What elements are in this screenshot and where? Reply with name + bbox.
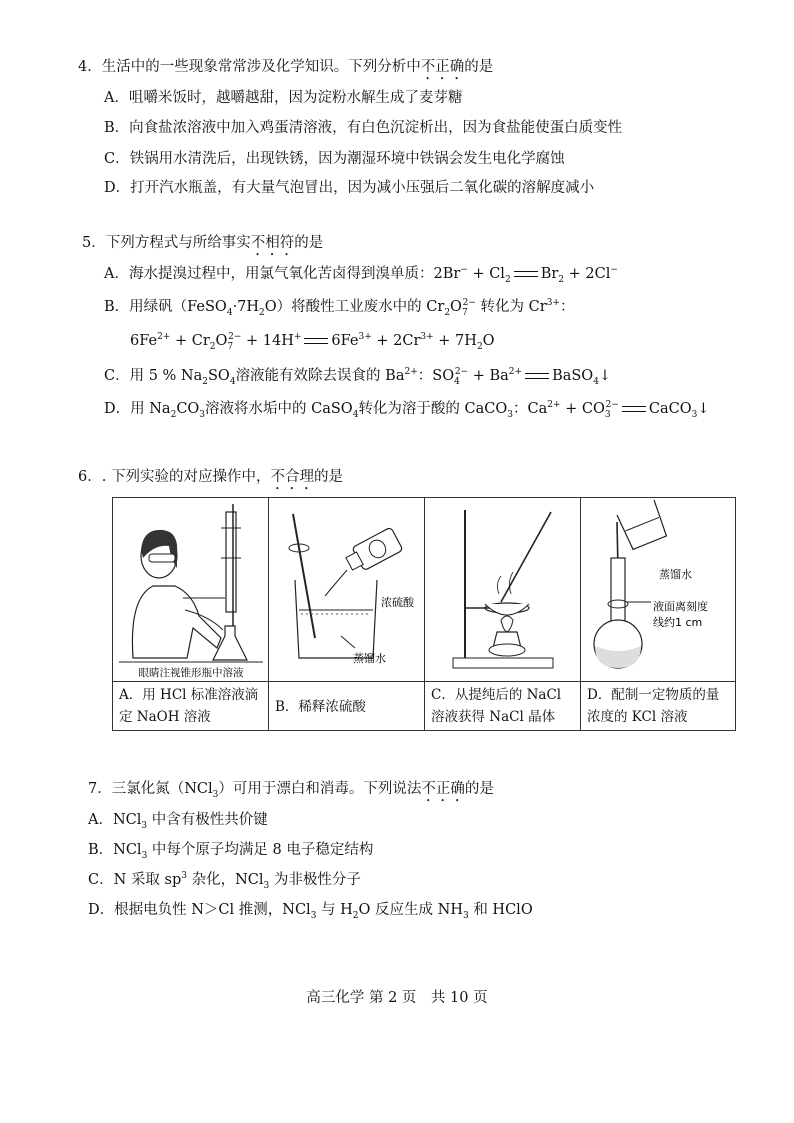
evaporation-illustration [425, 498, 580, 682]
q7-option-d: D．根据电负性 N＞Cl 推测，NCl$_3$ 与 $H_2O$ 反应生成 $NH_3$ 和 HClO [88, 902, 533, 921]
mark-label-2: 线约1 cm [653, 616, 703, 629]
caption-b: B．稀释浓硫酸 [275, 699, 366, 715]
q5-stem: 5．下列方程式与所给事实不相符的是 [82, 235, 324, 251]
page-footer: 高三化学 第 2 页 共 10 页 [306, 990, 488, 1006]
q4-option-b: B．向食盐浓溶液中加入鸡蛋清溶液，有白色沉淀析出，因为食盐能使蛋白质变性 [104, 120, 623, 136]
caption-d: D．配制一定物质的量浓度的 KCl 溶液 [587, 687, 720, 725]
q7-stem: 7．三氯化氮（NCl$_3$）可用于漂白和消毒。下列说法不正确的是 [88, 781, 494, 800]
water-label-b: 蒸馏水 [353, 652, 386, 665]
caption-c: C．从提纯后的 NaCl 溶液获得 NaCl 晶体 [431, 687, 562, 725]
q7-option-b: B．NCl$_3$ 中每个原子均满足 8 电子稳定结构 [88, 842, 374, 861]
q5-option-a: A．海水提溴过程中，用氯气氧化苦卤得到溴单质：$2Br^- + Cl_2$ $Br_2 + 2Cl^-$ [104, 265, 618, 285]
water-label-d: 蒸馏水 [659, 568, 692, 581]
q4-option-d: D．打开汽水瓶盖，有大量气泡冒出，因为减小压强后二氧化碳的溶解度减小 [104, 180, 595, 196]
q6-stem: 6．. 下列实验的对应操作中，不合理的是 [78, 469, 343, 485]
volumetric-flask-illustration [581, 498, 736, 682]
experiment-table [112, 497, 736, 731]
dilution-illustration [269, 498, 424, 682]
q4-stem: 4．生活中的一些现象常常涉及化学知识。下列分析中不正确的是 [78, 59, 494, 75]
experiment-cell-c [425, 498, 581, 730]
eye-label: 眼睛注视锥形瓶中溶液 [138, 667, 244, 679]
q5-option-d: D．用 $Na_2CO_3$溶液将水垢中的 CaSO$_4$转化为溶于酸的 CaCO$_3$：$Ca^{2+} + CO_3^{2-}$ CaCO$_3$↓ [104, 400, 710, 420]
q5-option-b: B．用绿矾$(FeSO_4\cdot 7H_2O)$将酸性工业废水中的 $Cr_2O_7^{2-}$ 转化为 $Cr^{3+}$： [104, 298, 575, 318]
q5-option-b-equation: $6Fe^{2+} + Cr_2O_7^{2-} + 14H^+$ $6Fe^{3+} + 2Cr^{3+} + 7H_2O$ [130, 332, 495, 352]
experiment-cell-b [269, 498, 425, 730]
mark-label-1: 液面离刻度 [653, 600, 708, 613]
q4-option-c: C．铁锅用水清洗后，出现铁锈，因为潮湿环境中铁锅会发生电化学腐蚀 [104, 151, 565, 167]
experiment-cell-d [581, 498, 736, 730]
caption-a: A．用 HCl 标准溶液滴定 NaOH 溶液 [119, 687, 259, 725]
q5-option-c: C．用 5 % $Na_2SO_4$溶液能有效除去误食的 $Ba^{2+}$：$SO_4^{2-} + Ba^{2+}$ BaSO$_4$↓ [104, 367, 612, 387]
q7-option-a: A．NCl$_3$ 中含有极性共价键 [88, 812, 268, 831]
titration-illustration [113, 498, 268, 682]
acid-label: 浓硫酸 [381, 596, 414, 609]
q7-option-c: C．N 采取 $sp^3$ 杂化，NCl$_3$ 为非极性分子 [88, 871, 361, 891]
q4-option-a: A．咀嚼米饭时，越嚼越甜，因为淀粉水解生成了麦芽糖 [104, 90, 463, 106]
experiment-cell-a [113, 498, 269, 730]
